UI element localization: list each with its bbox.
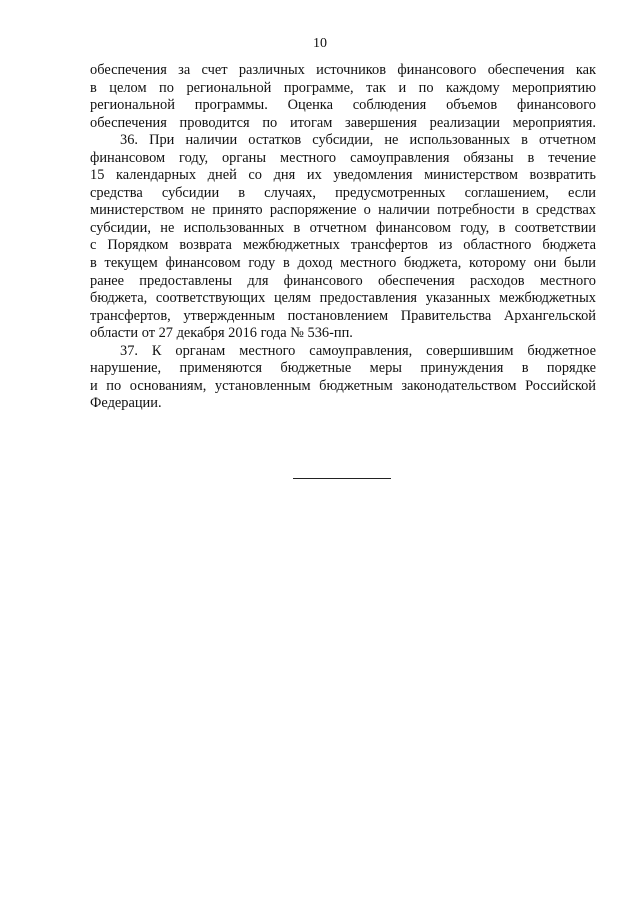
text-line: ранее предоставлены для финансового обеспечения расходов местного <box>90 272 596 289</box>
text-line: нарушение, применяются бюджетные меры принуждения в порядке <box>90 360 596 377</box>
text-line: 15 календарных дней со дня их уведомления министерством возвратить <box>90 167 596 184</box>
text-line: трансфертов, утвержденным постановлением Правительства Архангельской <box>90 307 596 324</box>
text-line: субсидии, не использованных в отчетном финансовом году, в соответствии <box>90 219 596 236</box>
text-line: финансовом году, органы местного самоуправления обязаны в течение <box>90 149 596 166</box>
document-body <box>90 62 596 413</box>
paragraph-item-37 <box>90 343 596 413</box>
end-of-document-rule <box>293 478 391 479</box>
page-number: 10 <box>313 36 327 51</box>
text-line: министерством не принято распоряжение о наличии потребности в средствах <box>90 202 596 219</box>
paragraph-item-36 <box>90 132 596 343</box>
text-line: области от 27 декабря 2016 года № 536-пп. <box>90 325 353 342</box>
text-line: с Порядком возврата межбюджетных трансфертов из областного бюджета <box>90 237 596 254</box>
text-line: 36. При наличии остатков субсидии, не использованных в отчетном <box>120 132 596 149</box>
text-line: в текущем финансовом году в доход местного бюджета, которому они были <box>90 255 596 272</box>
text-line: региональной программы. Оценка соблюдения объемов финансового <box>90 97 596 114</box>
text-line: обеспечения проводится по итогам завершения реализации мероприятия. <box>90 114 596 131</box>
paragraph-continuation <box>90 62 596 132</box>
text-line: Федерации. <box>90 395 162 412</box>
text-line: бюджета, соответствующих целям предоставления указанных межбюджетных <box>90 290 596 307</box>
text-line: обеспечения за счет различных источников финансового обеспечения как <box>90 62 596 78</box>
text-line: и по основаниям, установленным бюджетным законодательством Российской <box>90 377 596 394</box>
text-line: средства субсидии в случаях, предусмотренных соглашением, если <box>90 184 596 201</box>
text-line: в целом по региональной программе, так и по каждому мероприятию <box>90 79 596 96</box>
text-line: 37. К органам местного самоуправления, совершившим бюджетное <box>120 342 596 359</box>
